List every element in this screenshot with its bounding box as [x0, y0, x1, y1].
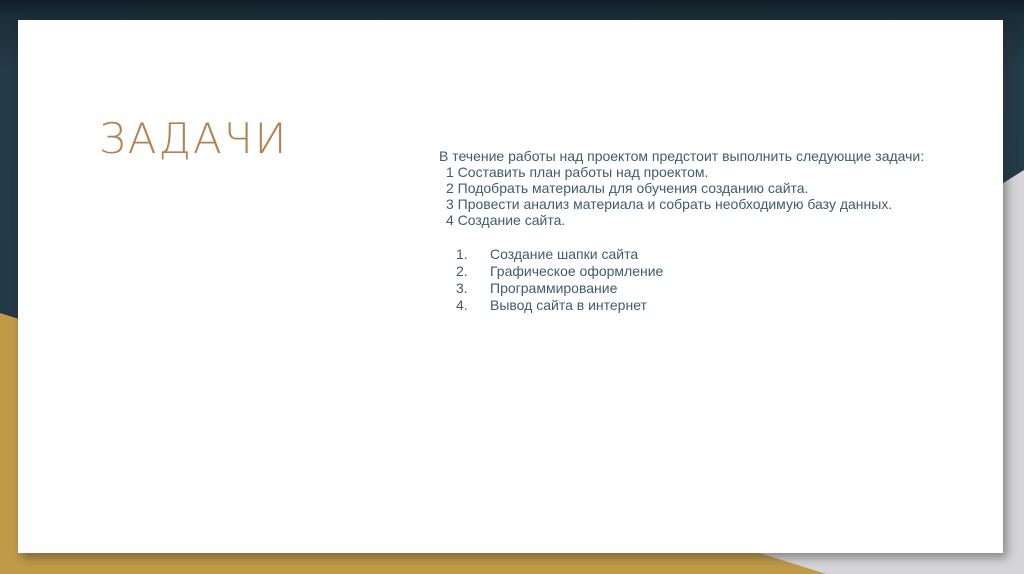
task-item: 3 Провести анализ материала и собрать необходимую базу данных. [446, 196, 893, 212]
subtask-number: 4. [456, 297, 468, 313]
subtask-item [456, 263, 979, 280]
subtask-list [439, 246, 979, 314]
subtask-label: Создание шапки сайта [490, 246, 639, 262]
slide-content-panel [18, 20, 1003, 553]
task-item: 1 Составить план работы над проектом. [446, 164, 709, 180]
intro-text: В течение работы над проектом предстоит выполнить следующие задачи: [439, 148, 925, 164]
subtask-item [456, 297, 979, 314]
subtask-label: Графическое оформление [490, 263, 664, 279]
subtask-number: 1. [456, 246, 468, 262]
task-item: 4 Создание сайта. [446, 212, 566, 228]
subtask-number: 3. [456, 280, 468, 296]
subtask-item [456, 280, 979, 297]
subtask-label: Программирование [490, 280, 618, 296]
slide-title: ЗАДАЧИ [99, 114, 289, 163]
subtask-label: Вывод сайта в интернет [490, 297, 647, 313]
subtask-number: 2. [456, 263, 468, 279]
subtask-item [456, 246, 979, 263]
slide-body [439, 148, 979, 314]
task-item: 2 Подобрать материалы для обучения созданию сайта. [446, 180, 809, 196]
